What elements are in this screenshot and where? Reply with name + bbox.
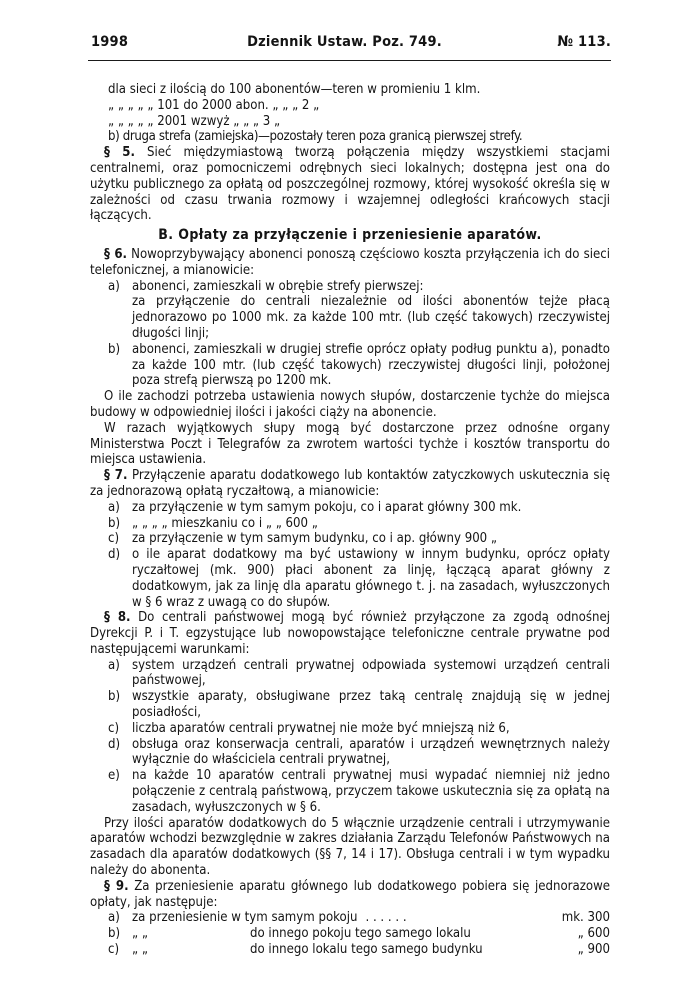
paragraph-9	[90, 879, 610, 911]
fee-description: za przeniesienie w tym samym pokoju	[132, 910, 358, 926]
list-item	[90, 547, 610, 610]
paragraph-8	[90, 610, 610, 657]
list-item-text: „ „ „ „ mieszkaniu co i „ „ 600 „	[132, 515, 318, 531]
list-item-label: a)	[108, 278, 120, 294]
journal-title: Dziennik Ustaw. Poz. 749.	[247, 34, 442, 50]
paragraph-text: O ile zachodzi potrzeba ustawienia nowych słupów, dostarczenie tychże do miejsca budowy w odpowiedniej ilości i jakości ciąży na abonencie.	[90, 389, 610, 420]
list-item	[90, 737, 610, 769]
list-item-text: system urządzeń centrali prywatnej odpowiada systemowi urządzeń centrali państwowej,	[132, 657, 610, 689]
list-item-text: liczba aparatów centrali prywatnej nie może być mniejszą niż 6,	[132, 720, 510, 736]
paragraph-mark: § 8.	[104, 610, 131, 626]
fee-row	[90, 910, 610, 926]
paragraph-text: Za przeniesienie aparatu głównego lub dodatkowego pobiera się jednorazowe opłaty, jak następuje:	[90, 878, 610, 910]
paragraph-text: Nowoprzybywający abonenci ponoszą częściowo koszta przyłączenia ich do sieci telefonicznej, a mianowicie:	[90, 246, 611, 278]
fee-amount: „ 600	[577, 926, 610, 942]
list-item-text: na każde 10 aparatów centrali prywatnej musi wypadać niemniej niż jedno połączenie z centralą państwową, przyczem takowe uskutecznia się za opłatą na zasadach, wyłuszczonych w § 6.	[132, 768, 610, 815]
paragraph-5	[90, 145, 610, 224]
list-item	[90, 658, 610, 690]
list-item-label: c)	[108, 720, 120, 736]
paragraph-text: Przyłączenie aparatu dodatkowego lub kontaktów zatyczkowych uskutecznia się za jednorazową opłatą ryczałtową, a mianowicie:	[90, 468, 610, 499]
list-item-label: b)	[108, 515, 121, 531]
list-item	[90, 721, 610, 737]
paragraph-text: Przy ilości aparatów dodatkowych do 5 włącznie urządzenie centrali i utrzymywanie aparatów wchodzi bezwzględnie w zakres działania Zarządu Telefonów Państwowych na zasadach dla aparatów dodatkowych (§§ 7, 14 i 17). Obsługa centrali i w tym wypadku należy do abonenta.	[90, 815, 610, 879]
page-body	[90, 82, 610, 958]
list-item-label: c)	[108, 942, 120, 958]
list-item	[90, 342, 610, 389]
list-item-label: a)	[108, 499, 120, 515]
paragraph-mark: § 7.	[104, 468, 128, 484]
page-number: 1998	[91, 34, 129, 50]
fee-description: do innego lokalu tego samego budynku	[250, 942, 483, 958]
paragraph-text: W razach wyjątkowych słupy mogą być dostarczone przez odnośne organy Ministerstwa Poczt i Telegrafów za zwrotem wartości tychże i kosztów transportu do miejsca ustawienia.	[90, 420, 610, 468]
fee-row	[90, 926, 610, 942]
list-item-text: obsługa oraz konserwacja centrali, aparatów i urządzeń wewnętrznych należy wyłącznie do właściciela centrali prywatnej,	[132, 736, 610, 768]
list-item-text: za przyłączenie w tym samym budynku, co i ap. główny 900 „	[132, 531, 498, 547]
fee-row	[90, 942, 610, 958]
fee-amount: mk. 300	[561, 910, 610, 926]
paragraph-6	[90, 247, 610, 279]
fee-leader: . . . . . .	[365, 910, 407, 926]
paragraph-mark: § 9.	[104, 878, 129, 894]
list-item	[90, 768, 610, 815]
list-item-text: wszystkie aparaty, obsługiwane przez taką centralę znajdują się w jednej posiadłości,	[132, 689, 610, 721]
tariff-line: „ „ „ „ „ 101 do 2000 abon. „ „ „ 2 „	[108, 97, 320, 113]
list-item	[90, 500, 610, 516]
list-item-label: d)	[108, 547, 121, 563]
list-item-text: o ile aparat dodatkowy ma być ustawiony w innym budynku, oprócz opłaty ryczałtowej (mk. 900) płaci abonent za linję, łączącą aparat główny z dodatkowym, jak za linję dla aparatu głównego t. j. na zasadach, wyłuszczonych w § 6 wraz z uwagą co do słupów.	[132, 547, 610, 610]
paragraph-mark: § 5.	[104, 145, 135, 161]
section-heading-b: B. Opłaty za przyłączenie i przeniesienie aparatów.	[158, 227, 542, 244]
fee-ditto: „ „	[132, 942, 148, 958]
list-item-label: b)	[108, 689, 121, 705]
list-item	[90, 689, 610, 721]
tariff-lines	[90, 82, 610, 129]
list-item	[90, 531, 610, 547]
list-item-label: c)	[108, 531, 120, 547]
paragraph-mark: § 6.	[104, 246, 128, 262]
tariff-line-zone2: b) druga strefa (zamiejska)—pozostały teren poza granicą pierwszej strefy.	[108, 129, 523, 145]
fee-ditto: „ „	[132, 926, 148, 942]
list-item-text: za przyłączenie w tym samym pokoju, co i aparat główny 300 mk.	[132, 499, 522, 515]
list-item-label: d)	[108, 736, 121, 752]
list-item-label: b)	[108, 341, 121, 357]
list-item-label: e)	[108, 768, 120, 784]
list-item-text: abonenci, zamieszkali w drugiej strefie oprócz opłaty podług punktu a), ponadto za każde 100 mtr. (lub część takowych) rzeczywistej długości linji, położonej poza strefą pierwszą po 1200 mk.	[132, 341, 610, 389]
list-item	[90, 516, 610, 532]
issue-number: № 113.	[557, 34, 611, 50]
header-rule	[88, 60, 611, 61]
list-item-text: abonenci, zamieszkali w obrębie strefy pierwszej:	[132, 278, 424, 294]
paragraph-text: Sieć międzymiastową tworzą połączenia między wszystkiemi stacjami centralnemi, oraz pomocniczemi odrębnych sieci lokalnych; dostępna jest ona do użytku publicznego za opłatą od poszczególnej rozmowy, której wysokość określa się w zależności od czasu trwania rozmowy i wzajemnej odległości krańcowych stacji łączących.	[90, 145, 610, 224]
list-item	[90, 279, 610, 342]
fee-amount: „ 900	[577, 942, 610, 958]
tariff-line: „ „ „ „ „ 2001 wzwyż „ „ „ 3 „	[108, 113, 281, 129]
fee-description: do innego pokoju tego samego lokalu	[250, 926, 471, 942]
tariff-line: dla sieci z ilością do 100 abonentów—teren w promieniu 1 klm.	[108, 82, 481, 97]
paragraph-7	[90, 468, 610, 500]
list-item-label: a)	[108, 657, 120, 673]
list-item-subtext: za przyłączenie do centrali niezależnie od ilości abonentów tejże płacą jednorazowo po 1000 mk. za każde 100 mtr. (lub część takowych) rzeczywistej długości linji;	[132, 294, 610, 341]
paragraph-text: Do centrali państwowej mogą być również przyłączone za zgodą odnośnej Dyrekcji P. i T. egzystujące lub nowopowstające telefoniczne centrale prywatne pod następującemi warunkami:	[90, 610, 610, 657]
list-item-label: b)	[108, 926, 121, 942]
list-item-label: a)	[108, 910, 120, 926]
